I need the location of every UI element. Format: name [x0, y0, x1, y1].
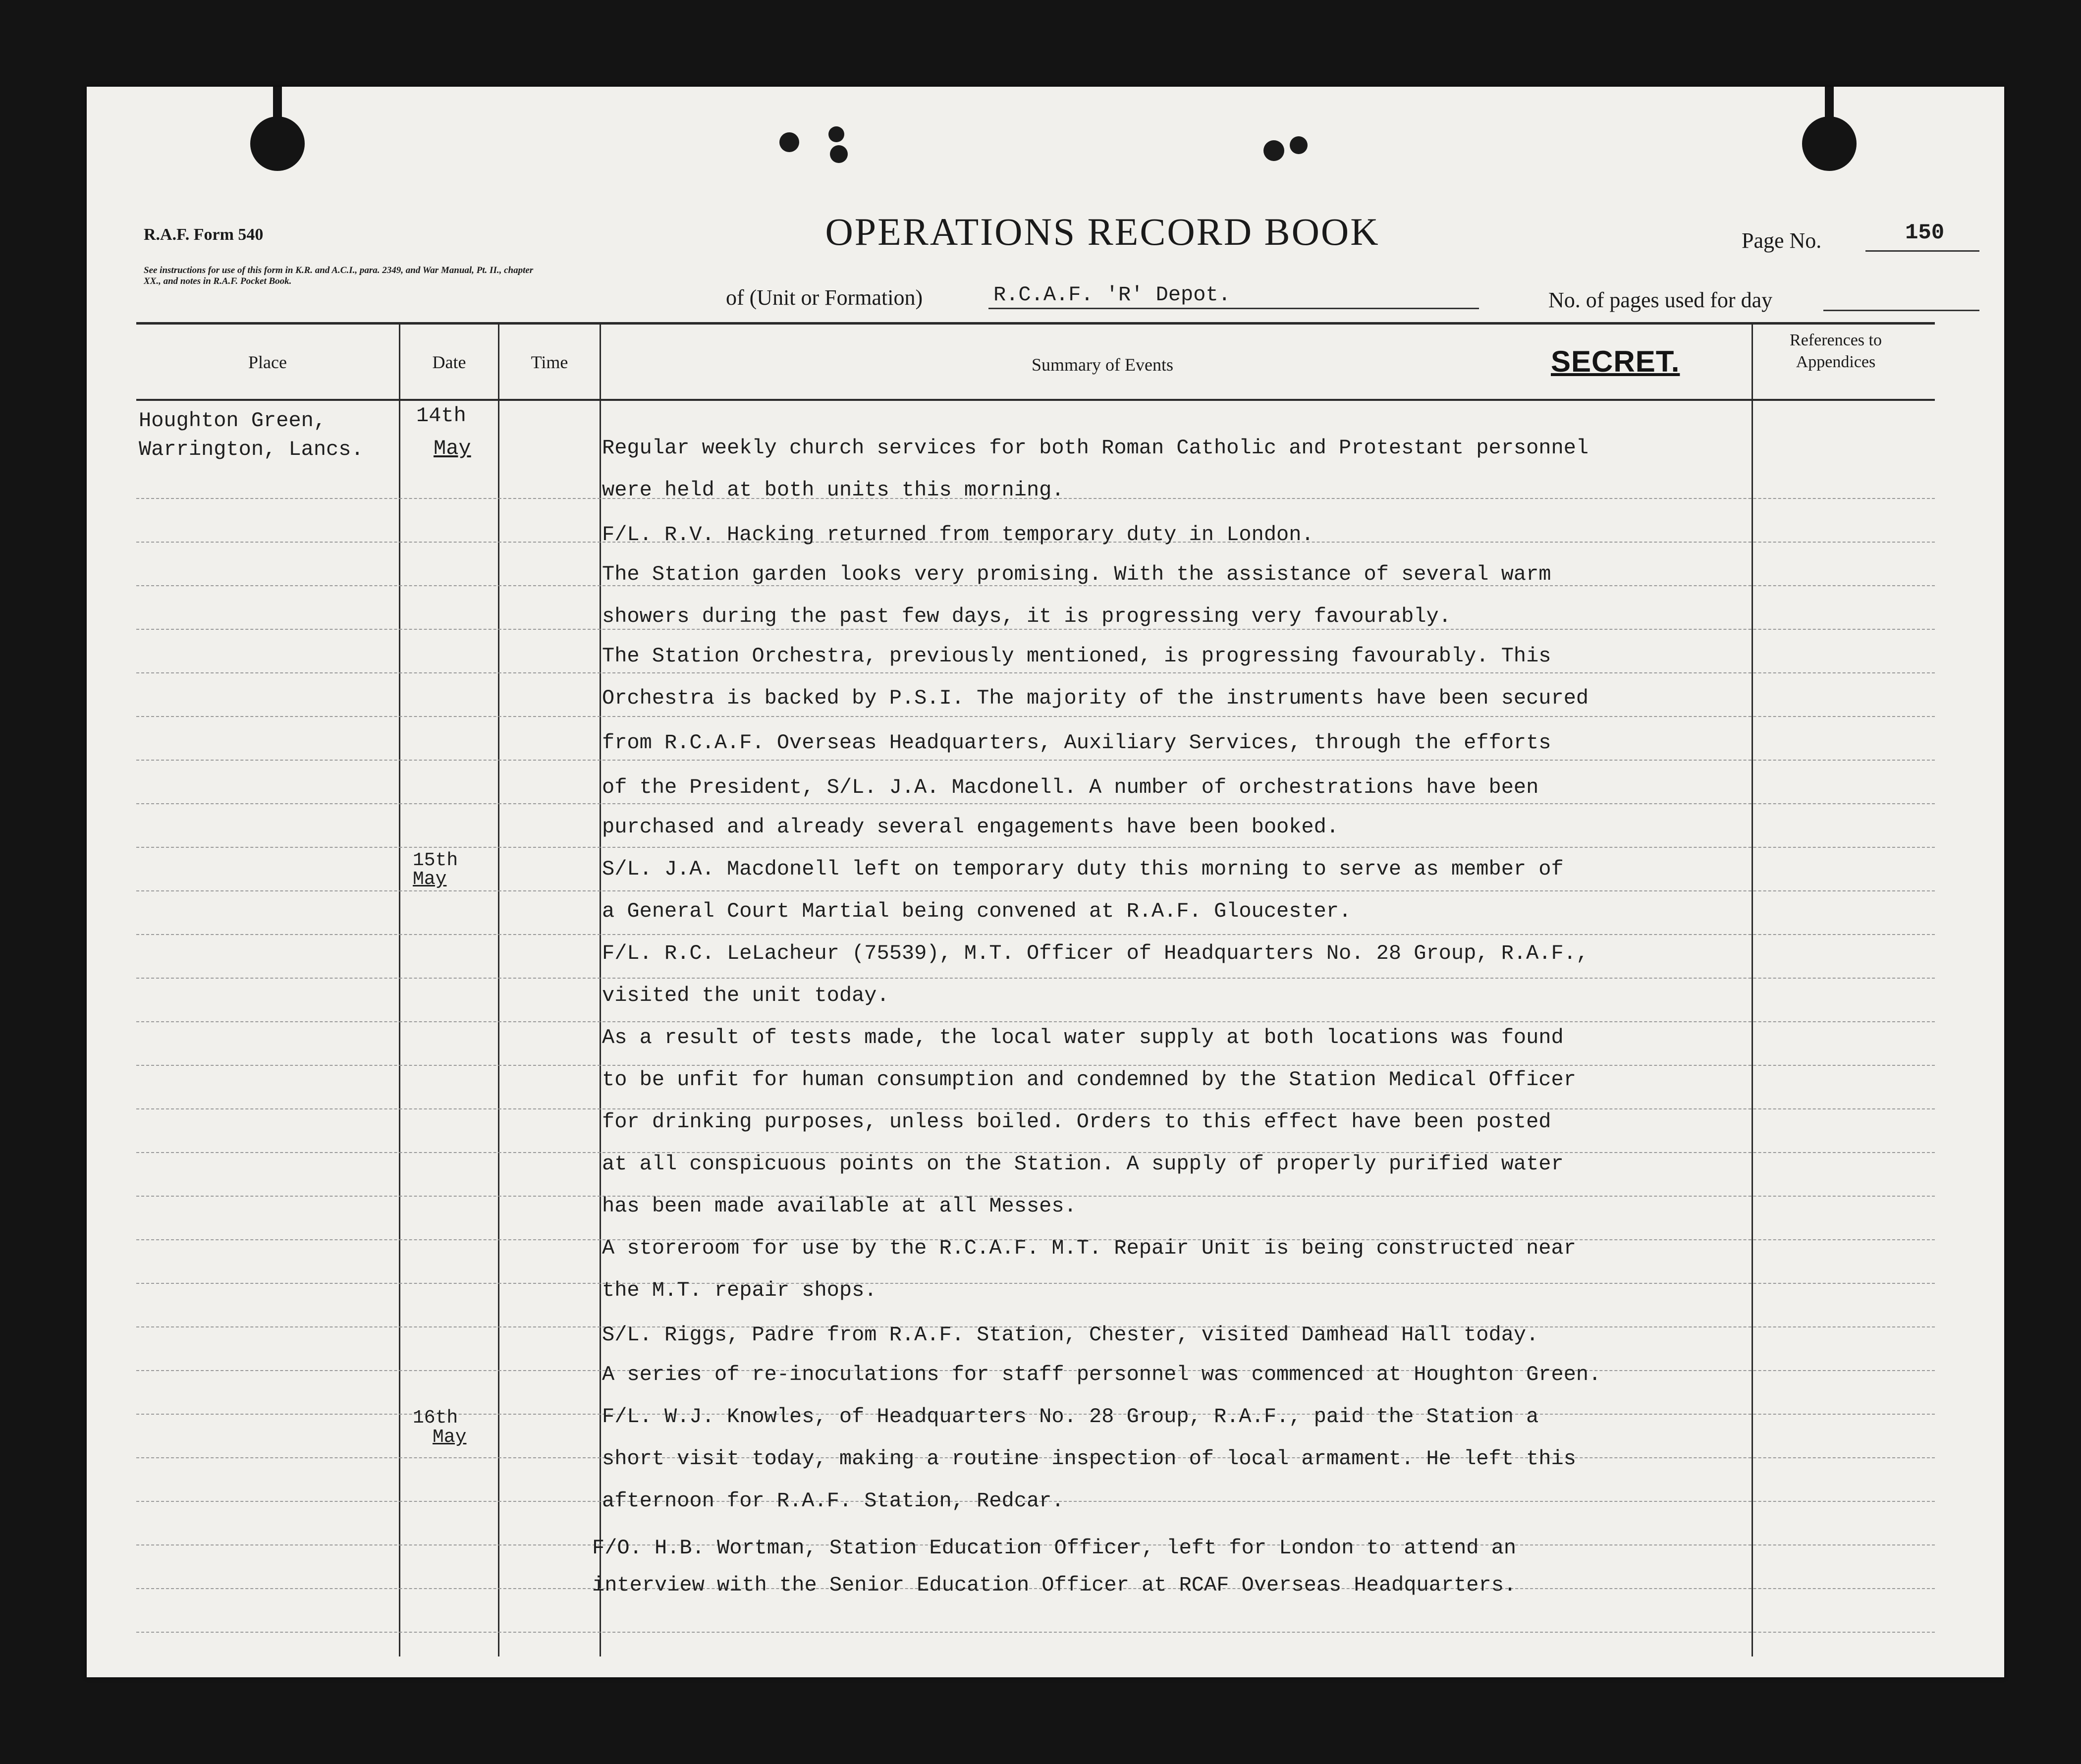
- date-month: May: [433, 1427, 467, 1448]
- date-month: May: [413, 869, 447, 890]
- summary-line: showers during the past few days, it is progressing very favourably.: [602, 605, 1451, 628]
- summary-line: F/O. H.B. Wortman, Station Education Officer, left for London to attend an: [592, 1536, 1517, 1560]
- summary-line: were held at both units this morning.: [602, 478, 1064, 502]
- ruled-line: [136, 629, 1935, 630]
- punch-hole: [830, 145, 848, 163]
- date-day: 15th: [413, 850, 458, 871]
- summary-line: for drinking purposes, unless boiled. Orders to this effect have been posted: [602, 1110, 1551, 1134]
- summary-line: afternoon for R.A.F. Station, Redcar.: [602, 1489, 1064, 1513]
- ruled-line: [136, 672, 1935, 673]
- ruled-line: [136, 716, 1935, 717]
- column-divider-summary-refs: [1752, 324, 1753, 1656]
- summary-line: from R.C.A.F. Overseas Headquarters, Auxiliary Services, through the efforts: [602, 731, 1551, 755]
- date-day: 16th: [413, 1407, 458, 1429]
- summary-line: A storeroom for use by the R.C.A.F. M.T. Repair Unit is being constructed near: [602, 1236, 1576, 1260]
- summary-line: F/L. R.V. Hacking returned from temporary duty in London.: [602, 523, 1314, 547]
- summary-line: at all conspicuous points on the Station. A supply of properly purified water: [602, 1152, 1564, 1176]
- date-month: May: [434, 437, 471, 460]
- page-number-underline: [1865, 250, 1979, 252]
- summary-line: F/L. R.C. LeLacheur (75539), M.T. Officer of Headquarters No. 28 Group, R.A.F.,: [602, 941, 1589, 965]
- ruled-line: [136, 1065, 1935, 1066]
- summary-line: the M.T. repair shops.: [602, 1278, 877, 1302]
- punch-hole: [1290, 136, 1308, 154]
- column-header-time: Time: [531, 352, 568, 372]
- column-header-place: Place: [248, 352, 287, 372]
- summary-line: The Station garden looks very promising. With the assistance of several warm: [602, 562, 1551, 586]
- form-number: R.A.F. Form 540: [144, 225, 264, 244]
- place-line: Warrington, Lancs.: [139, 438, 364, 461]
- summary-line: Orchestra is backed by P.S.I. The majority of the instruments have been secured: [602, 686, 1589, 710]
- punch-hole: [779, 132, 799, 152]
- ruled-line: [136, 847, 1935, 848]
- unit-label: of (Unit or Formation): [726, 285, 923, 310]
- page-number: 150: [1905, 220, 1945, 245]
- ruled-line: [136, 1283, 1935, 1284]
- pages-used-underline: [1823, 310, 1979, 311]
- summary-line: S/L. Riggs, Padre from R.A.F. Station, Chester, visited Damhead Hall today.: [602, 1323, 1539, 1347]
- column-divider-time-summary: [600, 324, 601, 1656]
- summary-line: The Station Orchestra, previously mentioned, is progressing favourably. This: [602, 644, 1551, 668]
- summary-line: As a result of tests made, the local water supply at both locations was found: [602, 1026, 1564, 1049]
- summary-line: interview with the Senior Education Officer at RCAF Overseas Headquarters.: [592, 1573, 1517, 1597]
- page-number-label: Page No.: [1742, 228, 1822, 253]
- punch-hole: [828, 126, 844, 142]
- table-top-rule: [136, 322, 1935, 325]
- ruled-line: [136, 1632, 1935, 1633]
- column-header-date: Date: [432, 352, 466, 372]
- form-instructions: See instructions for use of this form in K.R. and A.C.I., para. 2349, and War Manual, Pt. II., chapter XX., and notes in R.A.F. Pocket Book.: [144, 265, 534, 286]
- unit-underline: [988, 308, 1479, 309]
- ruled-line: [136, 803, 1935, 804]
- summary-line: short visit today, making a routine inspection of local armament. He left this: [602, 1447, 1576, 1471]
- ruled-line: [136, 934, 1935, 935]
- place-line: Houghton Green,: [139, 409, 327, 433]
- summary-line: F/L. W.J. Knowles, of Headquarters No. 28 Group, R.A.F., paid the Station a: [602, 1405, 1539, 1429]
- summary-line: to be unfit for human consumption and condemned by the Station Medical Officer: [602, 1068, 1576, 1092]
- header-bottom-rule: [136, 399, 1935, 401]
- summary-line: visited the unit today.: [602, 984, 889, 1007]
- binder-hole-right: [1802, 116, 1857, 171]
- ruled-line: [136, 978, 1935, 979]
- page-title: OPERATIONS RECORD BOOK: [825, 210, 1380, 253]
- unit-value: R.C.A.F. 'R' Depot.: [993, 283, 1231, 307]
- ruled-line: [136, 760, 1935, 761]
- column-header-summary: Summary of Events: [1032, 355, 1173, 375]
- summary-line: S/L. J.A. Macdonell left on temporary duty this morning to serve as member of: [602, 857, 1564, 881]
- summary-line: of the President, S/L. J.A. Macdonell. A number of orchestrations have been: [602, 775, 1539, 799]
- summary-line: A series of re-inoculations for staff personnel was commenced at Houghton Green.: [602, 1363, 1601, 1386]
- secret-stamp: SECRET.: [1551, 345, 1680, 378]
- ruled-line: [136, 1108, 1935, 1109]
- column-header-references: References to Appendices: [1790, 331, 1882, 371]
- ruled-line: [136, 1021, 1935, 1022]
- date-day: 14th: [416, 404, 466, 428]
- ruled-line: [136, 890, 1935, 891]
- summary-line: Regular weekly church services for both Roman Catholic and Protestant personnel: [602, 436, 1589, 460]
- column-divider-place-date: [399, 324, 400, 1656]
- summary-line: has been made available at all Messes.: [602, 1194, 1077, 1218]
- column-divider-date-time: [498, 324, 499, 1656]
- summary-line: a General Court Martial being convened at R.A.F. Gloucester.: [602, 899, 1352, 923]
- record-sheet: [87, 87, 2004, 1677]
- pages-used-label: No. of pages used for day: [1548, 288, 1773, 312]
- binder-hole-left: [250, 116, 305, 171]
- summary-line: purchased and already several engagements have been booked.: [602, 815, 1339, 839]
- punch-hole: [1263, 140, 1284, 161]
